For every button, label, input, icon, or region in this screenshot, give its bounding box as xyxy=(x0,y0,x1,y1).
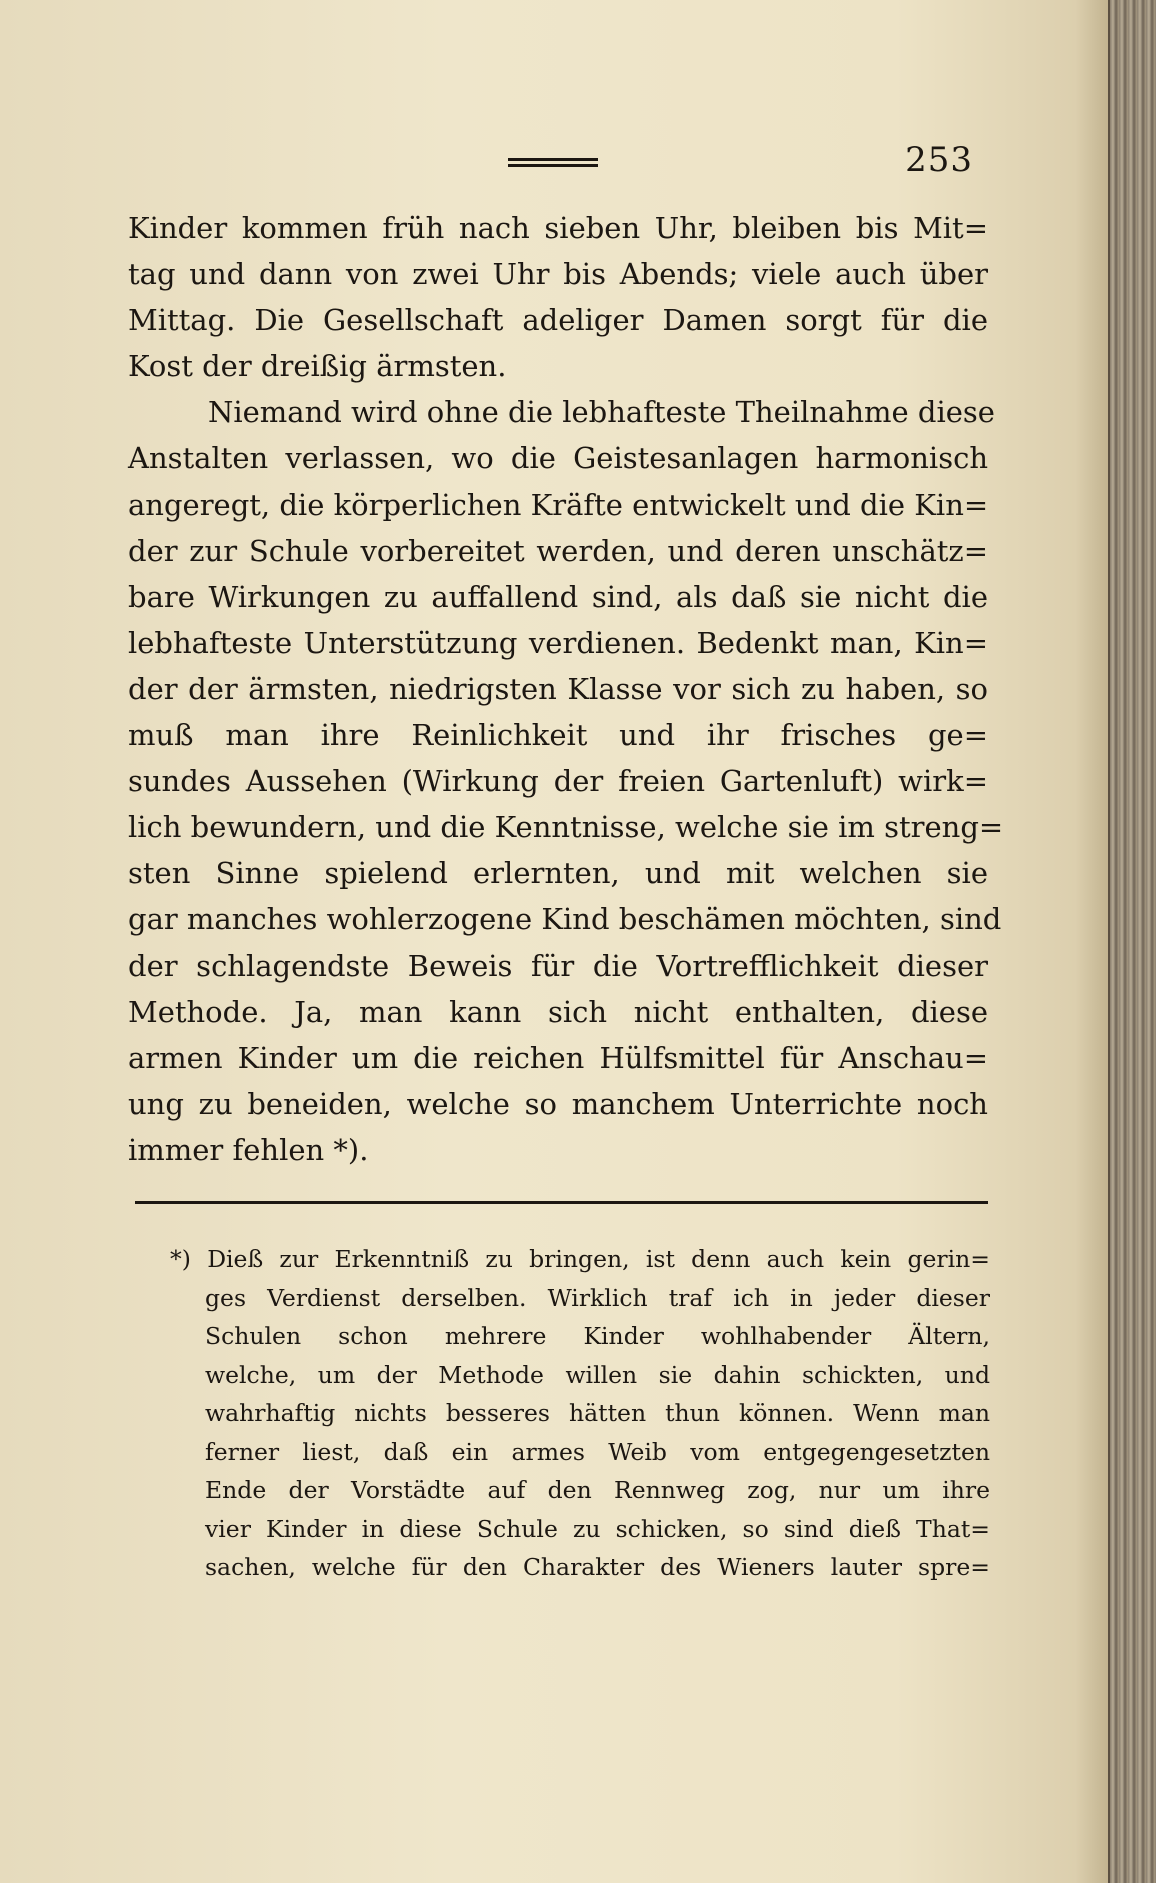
footnote-line: Ende der Vorstädte auf den Rennweg zog, nur um ihre xyxy=(205,1476,990,1504)
text-line: angeregt, die körperlichen Kräfte entwickelt und die Kin= xyxy=(128,487,989,522)
text-line: gar manches wohlerzogene Kind beschämen möchten, sind xyxy=(128,902,1002,937)
text-line: der der ärmsten, niedrigsten Klasse vor sich zu haben, so xyxy=(128,671,988,706)
footnote-line: Schulen schon mehrere Kinder wohlhabender Ältern, xyxy=(205,1322,990,1350)
footnote-line: ferner liest, daß ein armes Weib vom entgegengesetzten xyxy=(205,1437,990,1466)
footnote-line: ges Verdienst derselben. Wirklich traf ich in jeder dieser xyxy=(205,1283,990,1312)
text-line: Methode. Ja, man kann sich nicht enthalten, diese xyxy=(128,994,988,1029)
text-line: der schlagendste Beweis für die Vortrefflichkeit dieser xyxy=(128,948,988,983)
text-line: lebhafteste Unterstützung verdienen. Bedenkt man, Kin= xyxy=(128,625,988,660)
footnote-line: sachen, welche für den Charakter des Wieners lauter spre= xyxy=(205,1553,990,1581)
text-line: armen Kinder um die reichen Hülfsmittel für Anschau= xyxy=(128,1040,988,1075)
text-line: tag und dann von zwei Uhr bis Abends; viele auch über xyxy=(128,257,988,292)
page-number: 253 xyxy=(905,140,973,180)
text-line: Kinder kommen früh nach sieben Uhr, bleiben bis Mit= xyxy=(128,211,988,245)
text-line: immer fehlen *). xyxy=(128,1132,369,1167)
body-text xyxy=(128,205,1004,1173)
text-line: Anstalten verlassen, wo die Geistesanlagen harmonisch xyxy=(128,441,988,476)
text-line: Kost der dreißig ärmsten. xyxy=(128,349,507,384)
footnote xyxy=(150,1240,990,1587)
text-line: der zur Schule vorbereitet werden, und deren unschätz= xyxy=(128,533,988,568)
text-line: muß man ihre Reinlichkeit und ihr frisches ge= xyxy=(128,718,988,753)
page-header xyxy=(128,140,983,190)
text-line: ung zu beneiden, welche so manchem Unterrichte noch xyxy=(128,1086,988,1121)
text-line: lich bewundern, und die Kenntnisse, welche sie im streng= xyxy=(128,810,1004,845)
footnote-separator xyxy=(135,1201,988,1204)
text-line: bare Wirkungen zu auffallend sind, als daß sie nicht die xyxy=(128,579,988,614)
footnote-line: wahrhaftig nichts besseres hätten thun können. Wenn man xyxy=(205,1399,990,1427)
footnote-line: vier Kinder in diese Schule zu schicken, so sind dieß That= xyxy=(205,1514,990,1543)
text-line: sundes Aussehen (Wirkung der freien Gartenluft) wirk= xyxy=(128,764,988,799)
book-page-edge xyxy=(1108,0,1156,1883)
footnote-line: *) Dieß zur Erkenntniß zu bringen, ist denn auch kein gerin= xyxy=(170,1245,990,1273)
paragraph-first-line: Niemand wird ohne die lebhafteste Theilnahme diese xyxy=(208,395,995,430)
footnote-line: welche, um der Methode willen sie dahin schickten, und xyxy=(205,1360,990,1389)
text-line: sten Sinne spielend erlernten, und mit welchen sie xyxy=(128,856,988,891)
header-rule-ornament xyxy=(508,158,598,170)
text-line: Mittag. Die Gesellschaft adeliger Damen sorgt für die xyxy=(128,303,988,338)
